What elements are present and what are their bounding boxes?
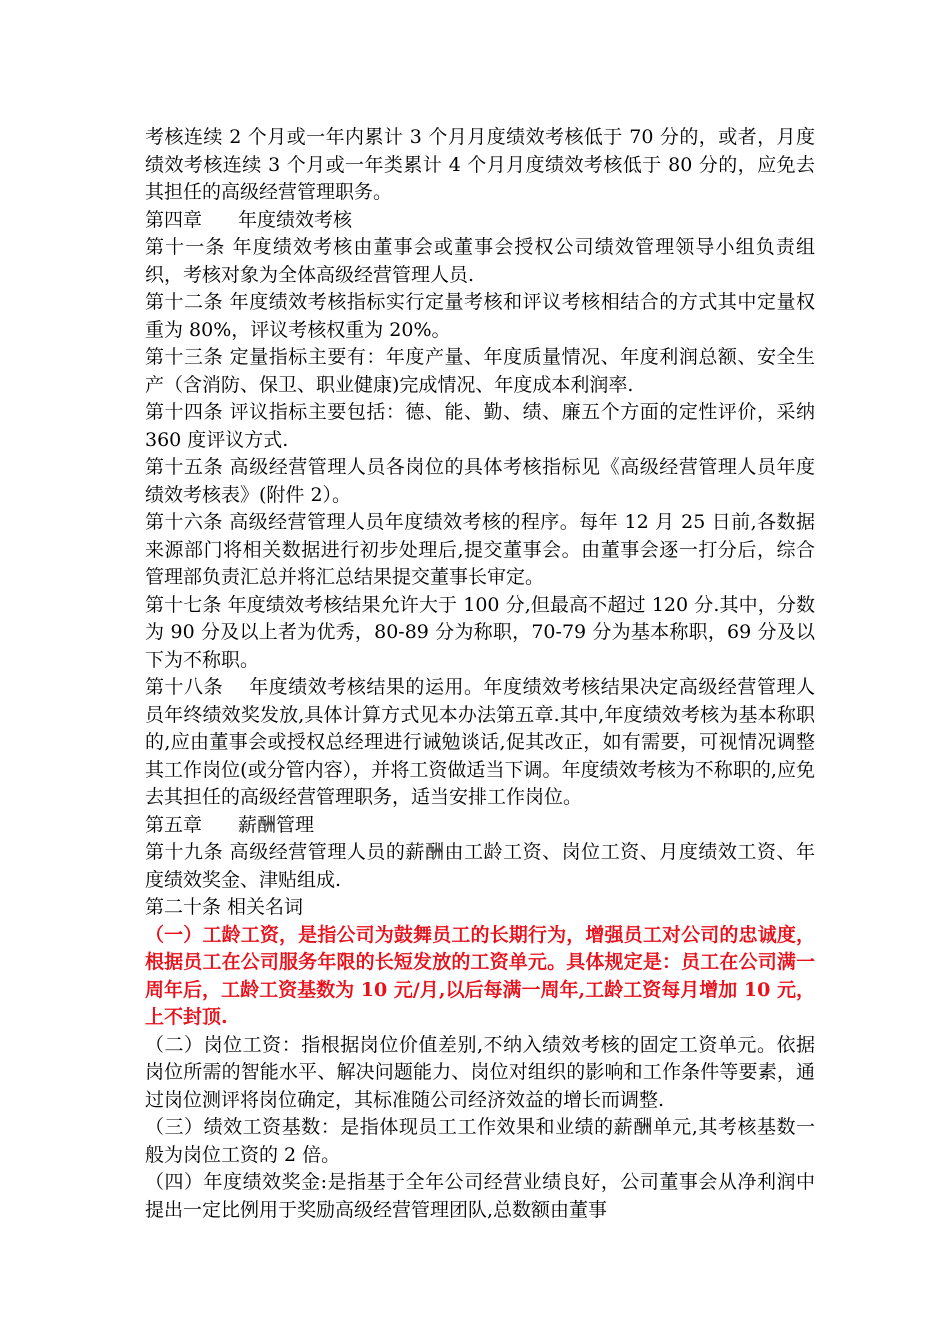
article-15: 第十五条 高级经营管理人员各岗位的具体考核指标见《高级经营管理人员年度绩效考核表》(附件 2）。 (145, 456, 815, 506)
item-4-annual-bonus: （四）年度绩效奖金:是指基于全年公司经营业绩良好，公司董事会从净利润中提出一定比例用于奖励高级经营管理团队,总数额由董事 (145, 1171, 815, 1221)
article-11: 第十一条 年度绩效考核由董事会或董事会授权公司绩效管理领导小组负责组织，考核对象为全体高级经营管理人员. (145, 236, 815, 286)
document-page (145, 124, 815, 1224)
article-12: 第十二条 年度绩效考核指标实行定量考核和评议考核相结合的方式其中定量权重为 80%，评议考核权重为 20%。 (145, 291, 815, 341)
chapter-4-title: 年度绩效考核 (238, 208, 353, 231)
article-18: 第十八条 年度绩效考核结果的运用。年度绩效考核结果决定高级经营管理人员年终绩效奖发放,具体计算方式见本办法第五章.其中,年度绩效考核为基本称职的,应由董事会或授权总经理进行诫勉谈话,促其改正，如有需要，可视情况调整其工作岗位(或分管内容），并将工资做适当下调。年度绩效考核为不称职的,应免去其担任的高级经营管理职务，适当安排工作岗位。 (145, 676, 815, 808)
item-3-performance-base: （三）绩效工资基数：是指体现员工工作效果和业绩的薪酬单元,其考核基数一般为岗位工资的 2 倍。 (145, 1116, 815, 1166)
chapter-5-number: 第五章 (145, 813, 203, 836)
article-20: 第二十条 相关名词 (145, 896, 304, 918)
article-14: 第十四条 评议指标主要包括：德、能、勤、绩、廉五个方面的定性评价，采纳 360 度评议方式. (145, 401, 815, 451)
article-17: 第十七条 年度绩效考核结果允许大于 100 分,但最高不超过 120 分.其中，分数为 90 分及以上者为优秀，80-89 分为称职，70-79 分为基本称职，69 分及以下为不称职。 (145, 593, 815, 671)
article-19: 第十九条 高级经营管理人员的薪酬由工龄工资、岗位工资、月度绩效工资、年度绩效奖金、津贴组成. (145, 841, 815, 891)
article-16: 第十六条 高级经营管理人员年度绩效考核的程序。每年 12 月 25 日前,各数据来源部门将相关数据进行初步处理后,提交董事会。由董事会逐一打分后，综合管理部负责汇总并将汇总结果提交董事长审定。 (145, 511, 815, 588)
chapter-5-heading (145, 812, 815, 840)
article-13: 第十三条 定量指标主要有：年度产量、年度质量情况、年度利润总额、安全生产（含消防、保卫、职业健康)完成情况、年度成本利润率. (145, 346, 815, 396)
paragraph-continuation: 考核连续 2 个月或一年内累计 3 个月月度绩效考核低于 70 分的，或者，月度绩效考核连续 3 个月或一年类累计 4 个月月度绩效考核低于 80 分的，应免去其担任的高级经营管理职务。 (145, 126, 815, 203)
item-1-seniority-pay: （一）工龄工资，是指公司为鼓舞员工的长期行为，增强员工对公司的忠诚度，根据员工在公司服务年限的长短发放的工资单元。具体规定是：员工在公司满一周年后，工龄工资基数为 10 元/月,以后每满一周年,工龄工资每月增加 10 元，上不封顶. (145, 923, 815, 1028)
chapter-4-heading (145, 207, 815, 235)
chapter-5-title: 薪酬管理 (238, 813, 315, 836)
item-2-position-pay: （二）岗位工资：指根据岗位价值差别,不纳入绩效考核的固定工资单元。依据岗位所需的智能水平、解决问题能力、岗位对组织的影响和工作条件等要素，通过岗位测评将岗位确定，其标准随公司经济效益的增长而调整. (145, 1033, 815, 1111)
chapter-4-number: 第四章 (145, 208, 203, 231)
